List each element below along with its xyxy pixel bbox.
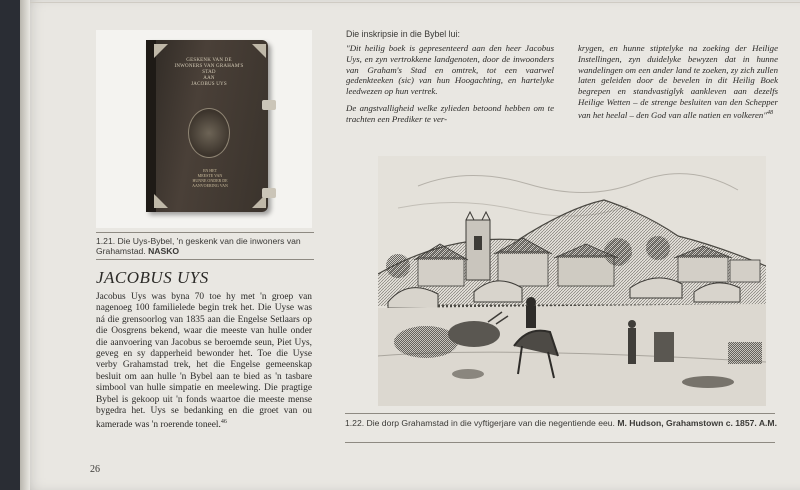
house	[730, 260, 760, 282]
bible-lower-line: EN HET	[202, 168, 218, 173]
bible-title-line: AAN	[203, 76, 215, 81]
page-number: 26	[90, 464, 100, 475]
house	[558, 256, 614, 286]
clasp-icon	[262, 100, 276, 110]
person-head	[628, 320, 636, 328]
bible-title-line: GESKENK VAN DE	[186, 58, 232, 63]
caption-text: Die dorp Grahamstad in die vyftigerjare van die negentiende eeu.	[366, 418, 615, 428]
inscription-paragraph-2: De angstvalligheid welke zylieden betoond hebben om te trachten een Prediker te ver-	[346, 102, 554, 124]
bible-lower-line: HUNNE ONDER DE	[192, 178, 228, 183]
page-top-rule	[30, 2, 800, 3]
body-paragraph-text: Jacobus Uys was byna 70 toe hy met 'n groep van nagenoeg 100 familielede begin trek het. Die Uyse was ná die grensoorlog van 1835 aan die Engelse Setlaars op die Oosgrens bekend, waar die meeste van hulle onder die aanvoering van Jacobus se beroemde seun, Piet Uys, geveg en sy dapperheid bewonder het. Toe die Uyse verby Grahamstad trek, het die Engelse gemeenskap besluit om aan hulle 'n Bybel aan te bied as 'n tasbare simbool van hulle simpatie en meelewing. Die pragtige Bybel is gekoop uit 'n fonds waartoe die meeste mense bygedra het. Uys se bedanking en die groet van ou kamerade was 'n roerende toneel.	[96, 292, 312, 431]
section-heading: JACOBUS UYS	[96, 268, 209, 287]
ox	[448, 321, 500, 347]
ox	[394, 326, 458, 358]
tree	[386, 254, 410, 278]
bible-medallion-icon	[188, 108, 230, 158]
tree	[604, 238, 632, 266]
inscription-intro: Die inskripsie in die Bybel lui:	[346, 29, 460, 39]
inscription-column-1	[346, 43, 554, 131]
bible-title-line: INWONERS VAN GRAHAM'S STAD	[174, 64, 244, 75]
caption-source: M. Hudson, Grahamstown c. 1857. A.M.	[617, 418, 777, 428]
corner-ornament	[154, 44, 168, 58]
clasp-icon	[262, 188, 276, 198]
caption-rule-top	[96, 232, 314, 233]
inscription-paragraph-1: "Dit heilig boek is gepresenteerd aan den heer Jacobus Uys, en zyn vertrokkene landgenoten, door de inwoonders van Graham's Stad en omtrek, tot een vaarwel gedenkteeken (sic) van hun Hoogachting, en hartelyke leedwezen op hun vertrek.	[346, 43, 554, 97]
dog	[452, 369, 484, 379]
rider	[526, 306, 536, 328]
bible-cover	[146, 40, 268, 212]
house	[418, 258, 464, 286]
figure-caption-1-22	[345, 418, 780, 428]
figure-caption-1-21	[96, 236, 318, 256]
person	[628, 328, 636, 364]
house	[678, 256, 728, 282]
caption-text: Die Uys-Bybel, 'n geskenk van die inwoners van Grahamstad.	[96, 236, 301, 256]
footnote-marker: 48	[767, 109, 774, 116]
wood-pile	[728, 342, 762, 364]
tree	[646, 236, 670, 260]
footnote-marker: 46	[220, 419, 227, 426]
rider-head	[526, 297, 536, 307]
inscription-paragraph-3-text: krygen, en hunne stiptelyke na zoeking der Heilige Instellingen, zyn duidelyke bewyzen dat in hunne wandelingen om een ander land te zoeken, zy zich zullen laten geleiden door de bevelen in dit Heilig Boek begrepen en standvastiglyk aankleven aan dezelfs Heilige Wetten – de strenge besluiten van den Schepper van het heelal – den God van alle natien en volkeren"	[578, 43, 778, 120]
inscription-column-2	[578, 43, 778, 127]
corner-ornament	[252, 44, 266, 58]
group-figures	[654, 332, 674, 362]
bible-title-line: JACOBUS UYS	[191, 82, 227, 87]
church-window	[474, 236, 482, 250]
bible-spine	[146, 40, 156, 212]
caption-rule-top	[345, 413, 775, 414]
inscription-paragraph-3	[578, 43, 778, 121]
bible-cover-inscription	[168, 58, 250, 88]
caption-number: 1.22.	[345, 418, 365, 428]
caption-rule-bottom	[96, 259, 314, 260]
caption-number: 1.21.	[96, 236, 116, 246]
caption-rule-bottom	[345, 442, 775, 443]
corner-ornament	[154, 194, 168, 208]
book-gutter	[20, 0, 30, 490]
bible-lower-line: MEESTE VAN	[197, 173, 223, 178]
bible-photograph	[96, 30, 312, 228]
caption-source: NASKO	[148, 246, 180, 256]
logs	[682, 376, 734, 388]
body-paragraph	[96, 292, 312, 432]
grahamstown-engraving	[378, 156, 766, 406]
bible-lower-line: AANVOERING VAN	[192, 183, 228, 188]
bible-lower-inscription	[170, 168, 250, 188]
